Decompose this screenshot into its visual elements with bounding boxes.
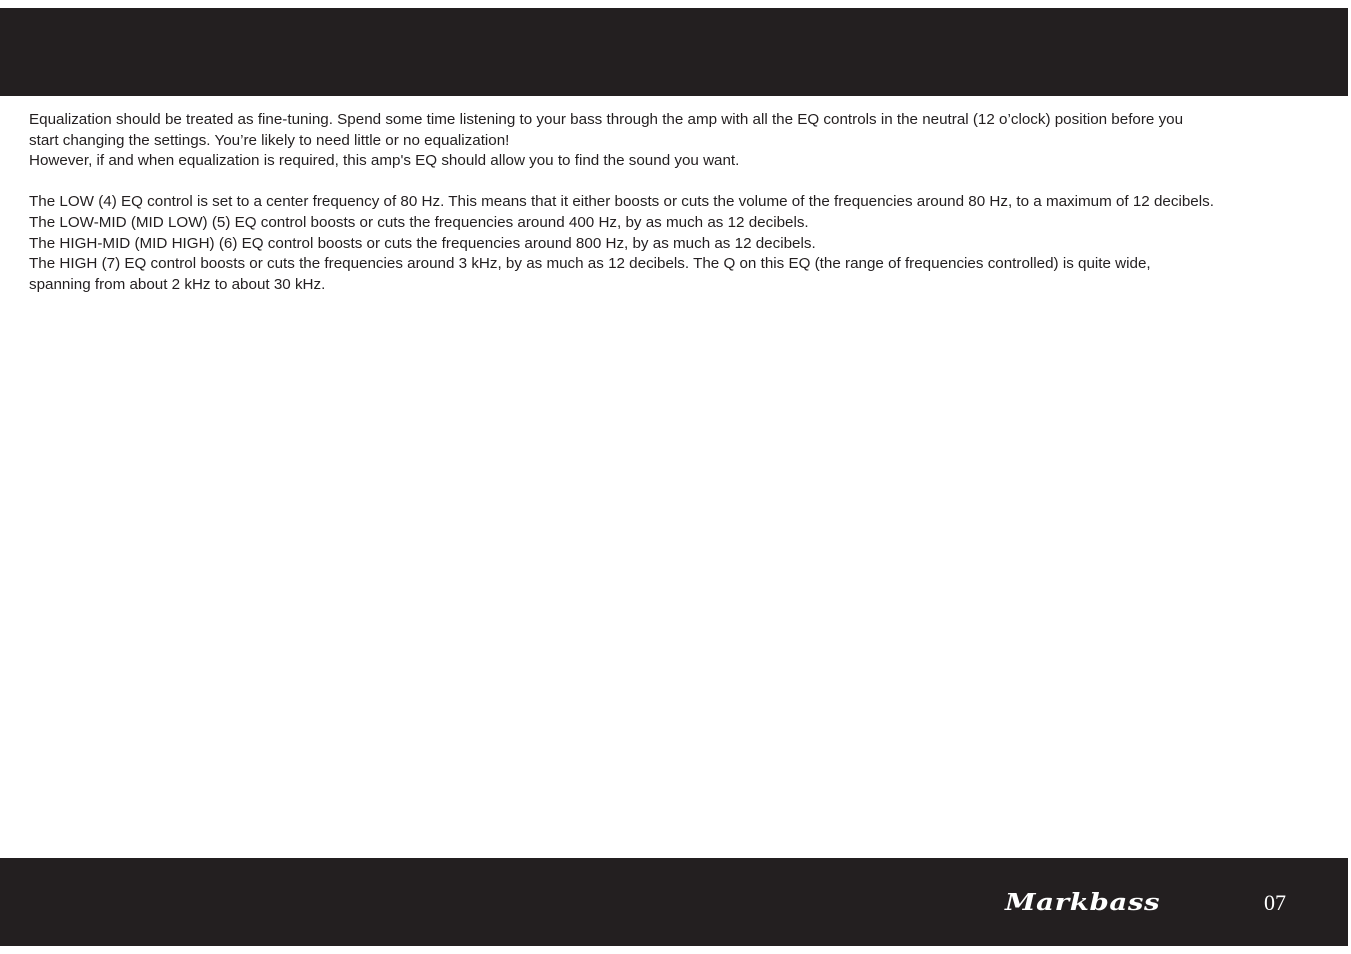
text-line: However, if and when equalization is required, this amp's EQ should allow you to find the sound you want. bbox=[29, 152, 740, 170]
header-bar bbox=[0, 8, 1348, 96]
paragraph-gap bbox=[29, 172, 1329, 193]
text-line: The LOW (4) EQ control is set to a center frequency of 80 Hz. This means that it either boosts or cuts the volume of the frequencies around 80 Hz, to a maximum of 12 decibels. bbox=[29, 193, 1214, 211]
page-number: 07 bbox=[1264, 890, 1286, 915]
text-line: spanning from about 2 kHz to about 30 kHz. bbox=[29, 275, 326, 293]
text-line: start changing the settings. You’re likely to need little or no equalization! bbox=[29, 131, 510, 149]
text-line: The HIGH (7) EQ control boosts or cuts the frequencies around 3 kHz, by as much as 12 decibels. The Q on this EQ (the range of frequencies controlled) is quite wide, bbox=[29, 255, 1151, 273]
text-line: Equalization should be treated as fine-tuning. Spend some time listening to your bass through the amp with all the EQ controls in the neutral (12 o’clock) position before you bbox=[29, 111, 1184, 128]
text-line: The HIGH-MID (MID HIGH) (6) EQ control boosts or cuts the frequencies around 800 Hz, by as much as 12 decibels. bbox=[29, 234, 816, 252]
brand-logo: Markbass bbox=[1005, 889, 1161, 916]
body-text bbox=[29, 110, 1329, 295]
text-line: The LOW-MID (MID LOW) (5) EQ control boosts or cuts the frequencies around 400 Hz, by as much as 12 decibels. bbox=[29, 213, 809, 231]
